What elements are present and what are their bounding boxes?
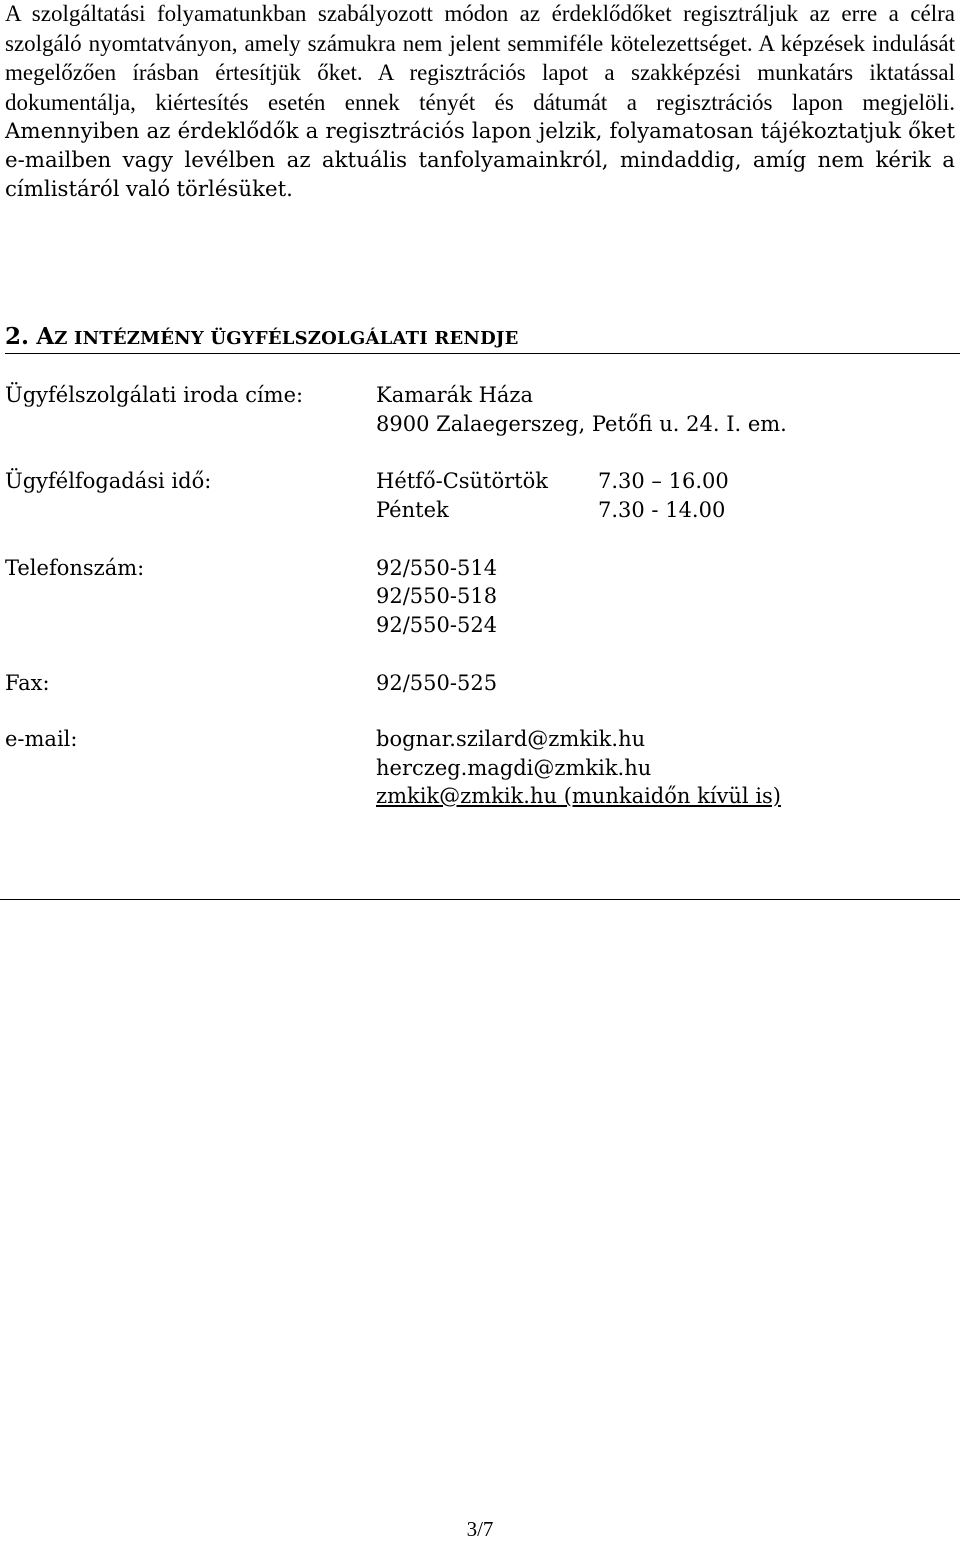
office-address: 8900 Zalaegerszeg, Petőfi u. 24. I. em.: [376, 412, 787, 436]
hours-day-1: Hétfő-Csütörtök: [376, 469, 548, 493]
phone-number-2: 92/550-518: [376, 584, 498, 608]
phone-label: Telefonszám:: [5, 556, 145, 580]
phone-number-1: 92/550-514: [376, 556, 498, 580]
email-label: e-mail:: [5, 727, 78, 751]
section-heading: [5, 322, 519, 354]
email-address-1: bognar.szilard@zmkik.hu: [376, 727, 646, 751]
intro-text-second: Amennyiben az érdeklődők a regisztrációs lapon jelzik, folyamatosan tájékoztatjuk őket e-mailben vagy levélben az aktuális tanfolyamainkról, mindaddig, amíg nem kérik a címlistáról való törlésüket.: [5, 119, 955, 202]
section-title-initial: A: [36, 323, 55, 350]
section-number: 2.: [5, 323, 30, 350]
section-divider: [0, 899, 960, 900]
hours-label: Ügyfélfogadási idő:: [5, 469, 212, 493]
intro-paragraph: [5, 0, 955, 204]
office-name: Kamarák Háza: [376, 383, 534, 407]
section-title-rest: Z INTÉZMÉNY ÜGYFÉLSZOLGÁLATI RENDJE: [54, 328, 519, 349]
email-address-2: herczeg.magdi@zmkik.hu: [376, 756, 652, 780]
hours-time-2: 7.30 - 14.00: [598, 498, 726, 522]
email-link[interactable]: zmkik@zmkik.hu (munkaidőn kívül is): [376, 784, 781, 808]
hours-time-1: 7.30 – 16.00: [598, 469, 729, 493]
intro-text-first: A szolgáltatási folyamatunkban szabályozott módon az érdeklődőket regisztráljuk az erre a célra szolgáló nyomtatványon, amely számukra nem jelent semmiféle kötelezettséget. A képzések indulását megelőzően írásban értesítjük őket. A regisztrációs lapot a szakképzési munkatárs iktatással dokumentálja, kiértesítés esetén ennek tényét és dátumát a regisztrációs lapon megjelöli.: [5, 1, 955, 115]
office-label: Ügyfélszolgálati iroda címe:: [5, 383, 304, 407]
fax-label: Fax:: [5, 671, 50, 695]
fax-number: 92/550-525: [376, 671, 498, 695]
page-number: 3/7: [466, 1517, 494, 1541]
phone-number-3: 92/550-524: [376, 613, 498, 637]
hours-day-2: Péntek: [376, 498, 449, 522]
heading-underline: [5, 353, 960, 354]
